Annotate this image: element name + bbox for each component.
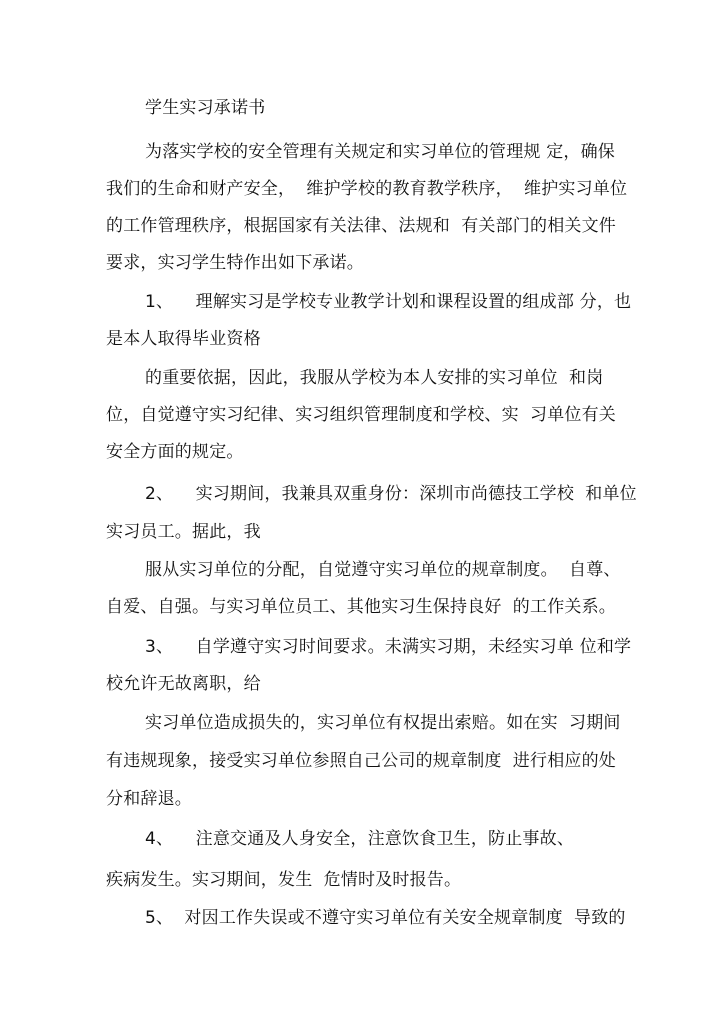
text-line: 安全方面的规定。 bbox=[106, 442, 244, 462]
text-line: 服从实习单位的分配，自觉遵守实习单位的规章制度。 自尊、 bbox=[145, 560, 621, 580]
text-line: 我们的生命和财产安全， 维护学校的教育教学秩序， 维护实习单位 bbox=[106, 179, 628, 199]
text-line: 为落实学校的安全管理有关规定和实习单位的管理规 定，确保 bbox=[145, 142, 616, 162]
text-line: 分和辞退。 bbox=[106, 789, 192, 809]
text-line: 5、 对因工作失误或不遵守实习单位有关安全规章制度 导致的 bbox=[145, 908, 626, 928]
document-title: 学生实习承诺书 bbox=[145, 98, 266, 118]
text-line: 的工作管理秩序，根据国家有关法律、法规和 有关部门的相关文件 bbox=[106, 216, 617, 236]
text-line: 实习员工。据此，我 bbox=[106, 522, 261, 542]
text-line: 实习单位造成损失的，实习单位有权提出索赔。如在实 习期间 bbox=[145, 713, 621, 733]
text-line: 位，自觉遵守实习纪律、实习组织管理制度和学校、实 习单位有关 bbox=[106, 405, 617, 425]
text-line: 自爱、自强。与实习单位员工、其他实习生保持良好 的工作关系。 bbox=[106, 597, 617, 617]
text-line: 4、 注意交通及人身安全，注意饮食卫生，防止事故、 bbox=[145, 829, 575, 849]
text-line: 要求，实习学生特作出如下承诺。 bbox=[106, 253, 364, 273]
text-line: 是本人取得毕业资格 bbox=[106, 329, 261, 349]
text-line: 的重要依据，因此，我服从学校为本人安排的实习单位 和岗 bbox=[145, 368, 604, 388]
text-line: 1、 理解实习是学校专业教学计划和课程设置的组成部 分，也 bbox=[145, 292, 632, 312]
text-line: 2、 实习期间，我兼具双重身份：深圳市尚德技工学校 和单位 bbox=[145, 484, 637, 504]
text-line: 3、 自学遵守实习时间要求。未满实习期，未经实习单 位和学 bbox=[145, 637, 632, 657]
text-line: 校允许无故离职，给 bbox=[106, 674, 261, 694]
text-line: 有违规现象，接受实习单位参照自己公司的规章制度 进行相应的处 bbox=[106, 751, 617, 771]
text-line: 疾病发生。实习期间，发生 危情时及时报告。 bbox=[106, 870, 462, 890]
